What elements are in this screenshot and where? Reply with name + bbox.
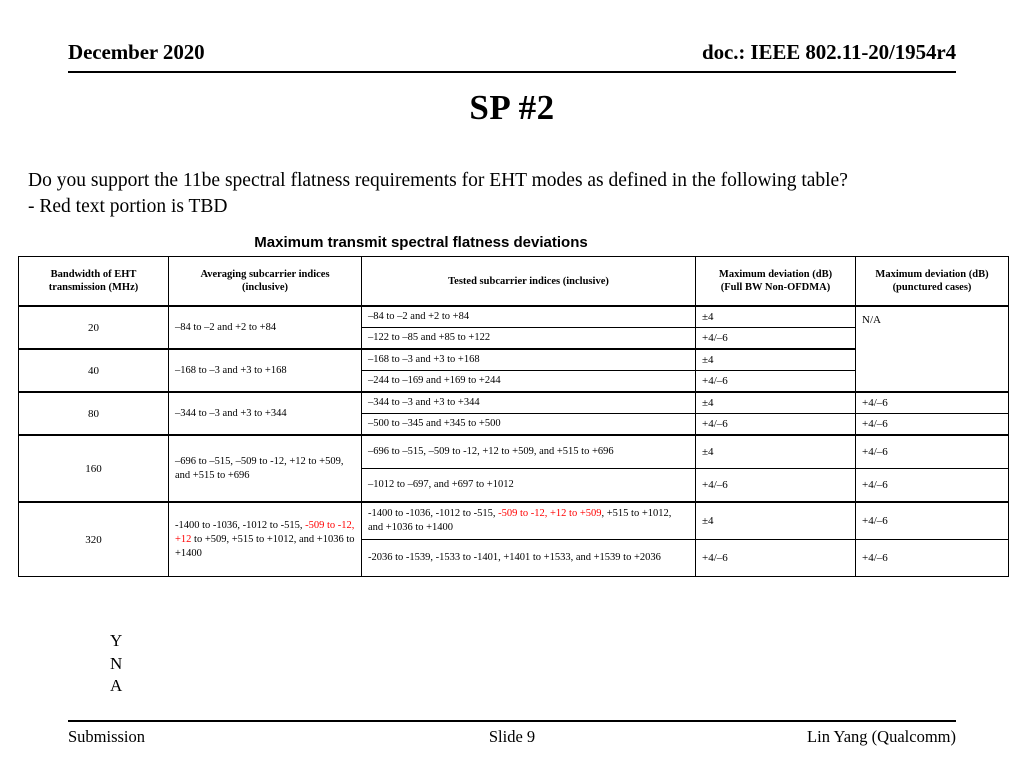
header-doc-number: doc.: IEEE 802.11-20/1954r4: [702, 40, 956, 64]
cell-tested-indices: –84 to –2 and +2 to +84: [362, 306, 696, 328]
cell-max-deviation-full-bw: +4/–6: [696, 328, 856, 350]
footer-submission-label: Submission: [68, 727, 146, 746]
cell-max-deviation-full-bw: ±4: [696, 349, 856, 371]
cell-max-deviation-punctured: +4/–6: [856, 469, 1009, 503]
table-row: [19, 435, 1009, 469]
cell-averaging-indices: –696 to –515, –509 to -12, +12 to +509, and +515 to +696: [169, 435, 362, 502]
footer-slide-number: Slide 9: [488, 727, 536, 746]
column-header-deviation-line2: (Full BW Non-OFDMA): [720, 282, 831, 293]
cell-tested-indices: –500 to –345 and +345 to +500: [362, 414, 696, 436]
cell-averaging-indices: –344 to –3 and +3 to +344: [169, 392, 362, 435]
header-divider: [68, 71, 956, 73]
column-header-averaging: [169, 257, 362, 307]
table-body: [19, 306, 1009, 577]
cell-bandwidth: 160: [19, 435, 169, 502]
tbd-red-text: -509 to -12, +12 to +509: [498, 508, 602, 519]
cell-bandwidth: 20: [19, 306, 169, 349]
cell-max-deviation-full-bw: ±4: [696, 502, 856, 540]
cell-max-deviation-punctured: +4/–6: [856, 435, 1009, 469]
cell-tested-indices: -2036 to -1539, -1533 to -1401, +1401 to +1533, and +1539 to +2036: [362, 540, 696, 577]
cell-tested-indices: –696 to –515, –509 to -12, +12 to +509, and +515 to +696: [362, 435, 696, 469]
cell-max-deviation-full-bw: +4/–6: [696, 414, 856, 436]
cell-bandwidth: 320: [19, 502, 169, 577]
spectral-flatness-table: [18, 256, 1009, 577]
cell-tested-indices: –1012 to –697, and +697 to +1012: [362, 469, 696, 503]
table-row: [19, 392, 1009, 414]
cell-averaging-indices: -1400 to -1036, -1012 to -515, -509 to -12, +12 to +509, +515 to +1012, and +1036 to +1400: [169, 502, 362, 577]
column-header-bandwidth-line1: Bandwidth of EHT: [50, 269, 137, 280]
cell-bandwidth: 40: [19, 349, 169, 392]
cell-max-deviation-punctured: +4/–6: [856, 392, 1009, 414]
cell-tested-indices: -1400 to -1036, -1012 to -515, -509 to -12, +12 to +509, +515 to +1012, and +1036 to +1400: [362, 502, 696, 540]
cell-tested-indices: –244 to –169 and +169 to +244: [362, 371, 696, 393]
cell-max-deviation-full-bw: +4/–6: [696, 469, 856, 503]
vote-options: [110, 630, 122, 698]
cell-max-deviation-punctured: +4/–6: [856, 414, 1009, 436]
column-header-deviation-full-bw: [696, 257, 856, 307]
slide-body: [28, 168, 1003, 220]
cell-averaging-indices: –168 to –3 and +3 to +168: [169, 349, 362, 392]
cell-max-deviation-full-bw: ±4: [696, 392, 856, 414]
column-header-tested-line1: Tested subcarrier indices (inclusive): [448, 275, 609, 287]
tbd-note: - Red text portion is TBD: [28, 196, 228, 217]
cell-max-deviation-full-bw: ±4: [696, 306, 856, 328]
page-title: SP #2: [469, 88, 555, 127]
slide-header: [68, 40, 956, 65]
vote-option-yes[interactable]: Y: [110, 631, 123, 650]
cell-max-deviation-punctured: +4/–6: [856, 540, 1009, 577]
table-row: [19, 502, 1009, 540]
column-header-bandwidth: [19, 257, 169, 307]
cell-max-deviation-full-bw: ±4: [696, 435, 856, 469]
footer-author: Lin Yang (Qualcomm): [807, 727, 956, 746]
table-row: [19, 306, 1009, 328]
column-header-punctured-line2: (punctured cases): [892, 282, 972, 293]
table-caption: Maximum transmit spectral flatness deviations: [254, 234, 588, 251]
cell-tested-indices: –168 to –3 and +3 to +168: [362, 349, 696, 371]
table-header-row: [19, 257, 1009, 307]
cell-max-deviation-punctured: N/A: [856, 306, 1009, 392]
column-header-punctured-line1: Maximum deviation (dB): [875, 269, 989, 280]
cell-tested-indices: –122 to –85 and +85 to +122: [362, 328, 696, 350]
column-header-bandwidth-line2: transmission (MHz): [48, 282, 139, 293]
header-date: December 2020: [68, 40, 205, 64]
cell-averaging-indices: –84 to –2 and +2 to +84: [169, 306, 362, 349]
cell-bandwidth: 80: [19, 392, 169, 435]
column-header-averaging-line2: (inclusive): [241, 282, 289, 293]
straw-poll-question: Do you support the 11be spectral flatness requirements for EHT modes as defined in the following table?: [28, 170, 848, 191]
column-header-deviation-punctured: [856, 257, 1009, 307]
column-header-averaging-line1: Averaging subcarrier indices: [200, 269, 330, 280]
cell-max-deviation-full-bw: +4/–6: [696, 540, 856, 577]
column-header-tested: [362, 257, 696, 307]
vote-option-no[interactable]: N: [110, 653, 123, 673]
vote-option-abstain[interactable]: A: [110, 676, 123, 695]
tbd-red-text: -509 to -12, +12: [175, 519, 355, 545]
column-header-deviation-line1: Maximum deviation (dB): [718, 269, 833, 280]
footer-divider: [68, 720, 956, 722]
cell-max-deviation-punctured: +4/–6: [856, 502, 1009, 540]
cell-tested-indices: –344 to –3 and +3 to +344: [362, 392, 696, 414]
cell-max-deviation-full-bw: +4/–6: [696, 371, 856, 393]
